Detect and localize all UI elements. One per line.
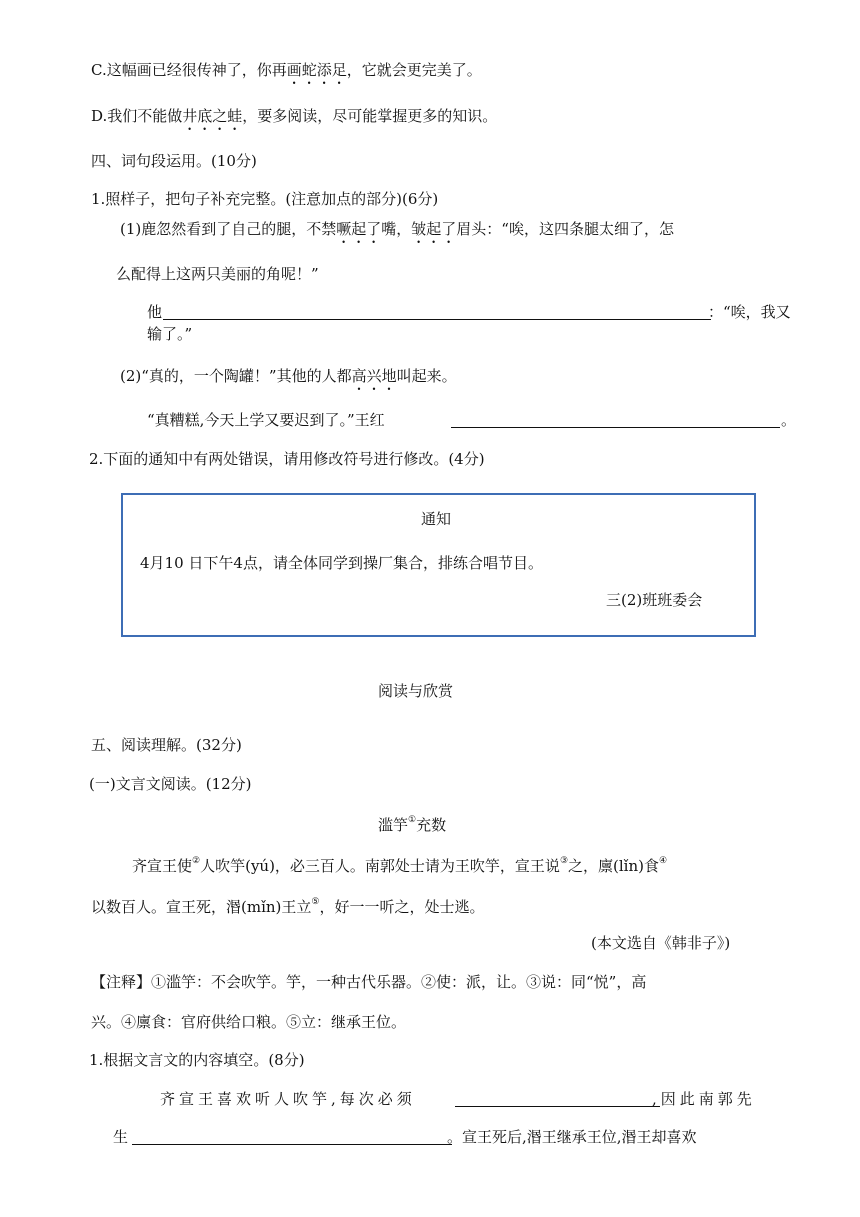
option-d-prefix: D.我们不能做 bbox=[91, 107, 183, 125]
passage-line2 bbox=[91, 897, 484, 917]
example2-part2: 叫起来。 bbox=[396, 367, 457, 385]
fill-line1-prefix: 齐宣王喜欢听人吹竽,每次必须 bbox=[160, 1090, 416, 1108]
example2-dotted: 高兴地 bbox=[351, 367, 397, 385]
section5-heading: 五、阅读理解。(32分) bbox=[91, 736, 242, 754]
answer2-prefix: “真糟糕,今天上学又要迟到了。”王红 bbox=[147, 411, 385, 429]
fill-line2-suffix: 。宣王死后,湣王继承王位,湣王却喜欢 bbox=[447, 1128, 697, 1146]
passage-source: (本文选自《韩非子》) bbox=[591, 934, 731, 952]
section4-q1-title: 1.照样子，把句子补充完整。(注意加点的部分)(6分) bbox=[91, 190, 439, 208]
example1-sentence bbox=[120, 219, 674, 247]
footnote-mark-2: ② bbox=[192, 856, 201, 866]
part-title: 阅读与欣赏 bbox=[378, 682, 454, 700]
option-d-dotted-idiom: 井底之蛙 bbox=[182, 107, 243, 125]
fill-blank-1[interactable] bbox=[455, 1106, 660, 1107]
example1-part2: 嘴， bbox=[381, 220, 412, 238]
option-d-suffix: ，要多阅读，尽可能掌握更多的知识。 bbox=[242, 107, 498, 125]
passage-line1 bbox=[132, 856, 667, 876]
passage-l2-b: ，好一一听之，处士逃。 bbox=[319, 898, 485, 916]
notice-body: 4月10 日下午4点，请全体同学到操厂集合，排练合唱节目。 bbox=[140, 554, 543, 572]
passage-l2-a: 以数百人。宣王死，湣(mǐn)王立 bbox=[91, 898, 312, 916]
fill-line2-prefix: 生 bbox=[113, 1128, 129, 1146]
passage-l1-c: 之，廪(lǐn)食 bbox=[568, 857, 659, 875]
example1-part1: (1)鹿忽然看到了自己的腿，不禁 bbox=[120, 220, 337, 238]
answer1-line2: 输了。” bbox=[147, 325, 193, 343]
example1-part3: 眉头：“唉，这四条腿太细了，怎 bbox=[456, 220, 674, 238]
classical-chinese-heading: (一)文言文阅读。(12分) bbox=[89, 775, 252, 793]
answer1-prefix: 他 bbox=[147, 303, 163, 321]
option-c-prefix: C.这幅画已经很传神了，你再 bbox=[91, 61, 287, 79]
answer2-suffix: 。 bbox=[781, 411, 797, 429]
footnote-mark-1: ① bbox=[408, 815, 417, 825]
option-c-dotted-idiom: 画蛇添足 bbox=[286, 61, 347, 79]
example1-line2: 么配得上这两只美丽的角呢！” bbox=[116, 265, 319, 283]
notice-title: 通知 bbox=[421, 510, 452, 528]
notice-signature: 三(2)班班委会 bbox=[606, 591, 703, 609]
passage-title-a: 滥竽 bbox=[378, 816, 409, 834]
option-c-suffix: ，它就会更完美了。 bbox=[346, 61, 482, 79]
fill-blank-2[interactable] bbox=[132, 1144, 452, 1145]
example1-dotted1: 噘起了 bbox=[336, 220, 382, 238]
passage-l1-b: 人吹竽(yú)，必三百人。南郭处士请为王吹竽，宣王说 bbox=[200, 857, 560, 875]
passage-l1-a: 齐宣王使 bbox=[132, 857, 193, 875]
footnote-mark-3: ③ bbox=[559, 856, 569, 866]
reading-q1-title: 1.根据文言文的内容填空。(8分) bbox=[89, 1051, 305, 1069]
notes-line1: 【注释】①滥竽：不会吹竽。竽，一种古代乐器。②使：派，让。③说：同“悦”，高 bbox=[91, 973, 647, 991]
answer1-blank[interactable] bbox=[163, 319, 711, 320]
answer2-blank[interactable] bbox=[451, 427, 780, 428]
fill-line1-suffix: ,因此南郭先 bbox=[652, 1090, 756, 1108]
section4-q2-title: 2.下面的通知中有两处错误，请用修改符号进行修改。(4分) bbox=[89, 450, 485, 468]
example2-part1: (2)“真的，一个陶罐！”其他的人都 bbox=[120, 367, 352, 385]
example2-sentence bbox=[120, 366, 457, 394]
example1-dotted2: 皱起了 bbox=[411, 220, 457, 238]
footnote-mark-5: ⑤ bbox=[311, 897, 320, 907]
section4-heading: 四、词句段运用。(10分) bbox=[91, 152, 257, 170]
notes-line2: 兴。④廪食：官府供给口粮。⑤立：继承王位。 bbox=[91, 1013, 407, 1031]
answer1-suffix: ：“唉，我又 bbox=[708, 303, 791, 321]
passage-title bbox=[378, 815, 446, 835]
option-c bbox=[91, 60, 482, 88]
option-d bbox=[91, 106, 497, 134]
footnote-mark-4: ④ bbox=[658, 856, 668, 866]
passage-title-b: 充数 bbox=[416, 816, 447, 834]
